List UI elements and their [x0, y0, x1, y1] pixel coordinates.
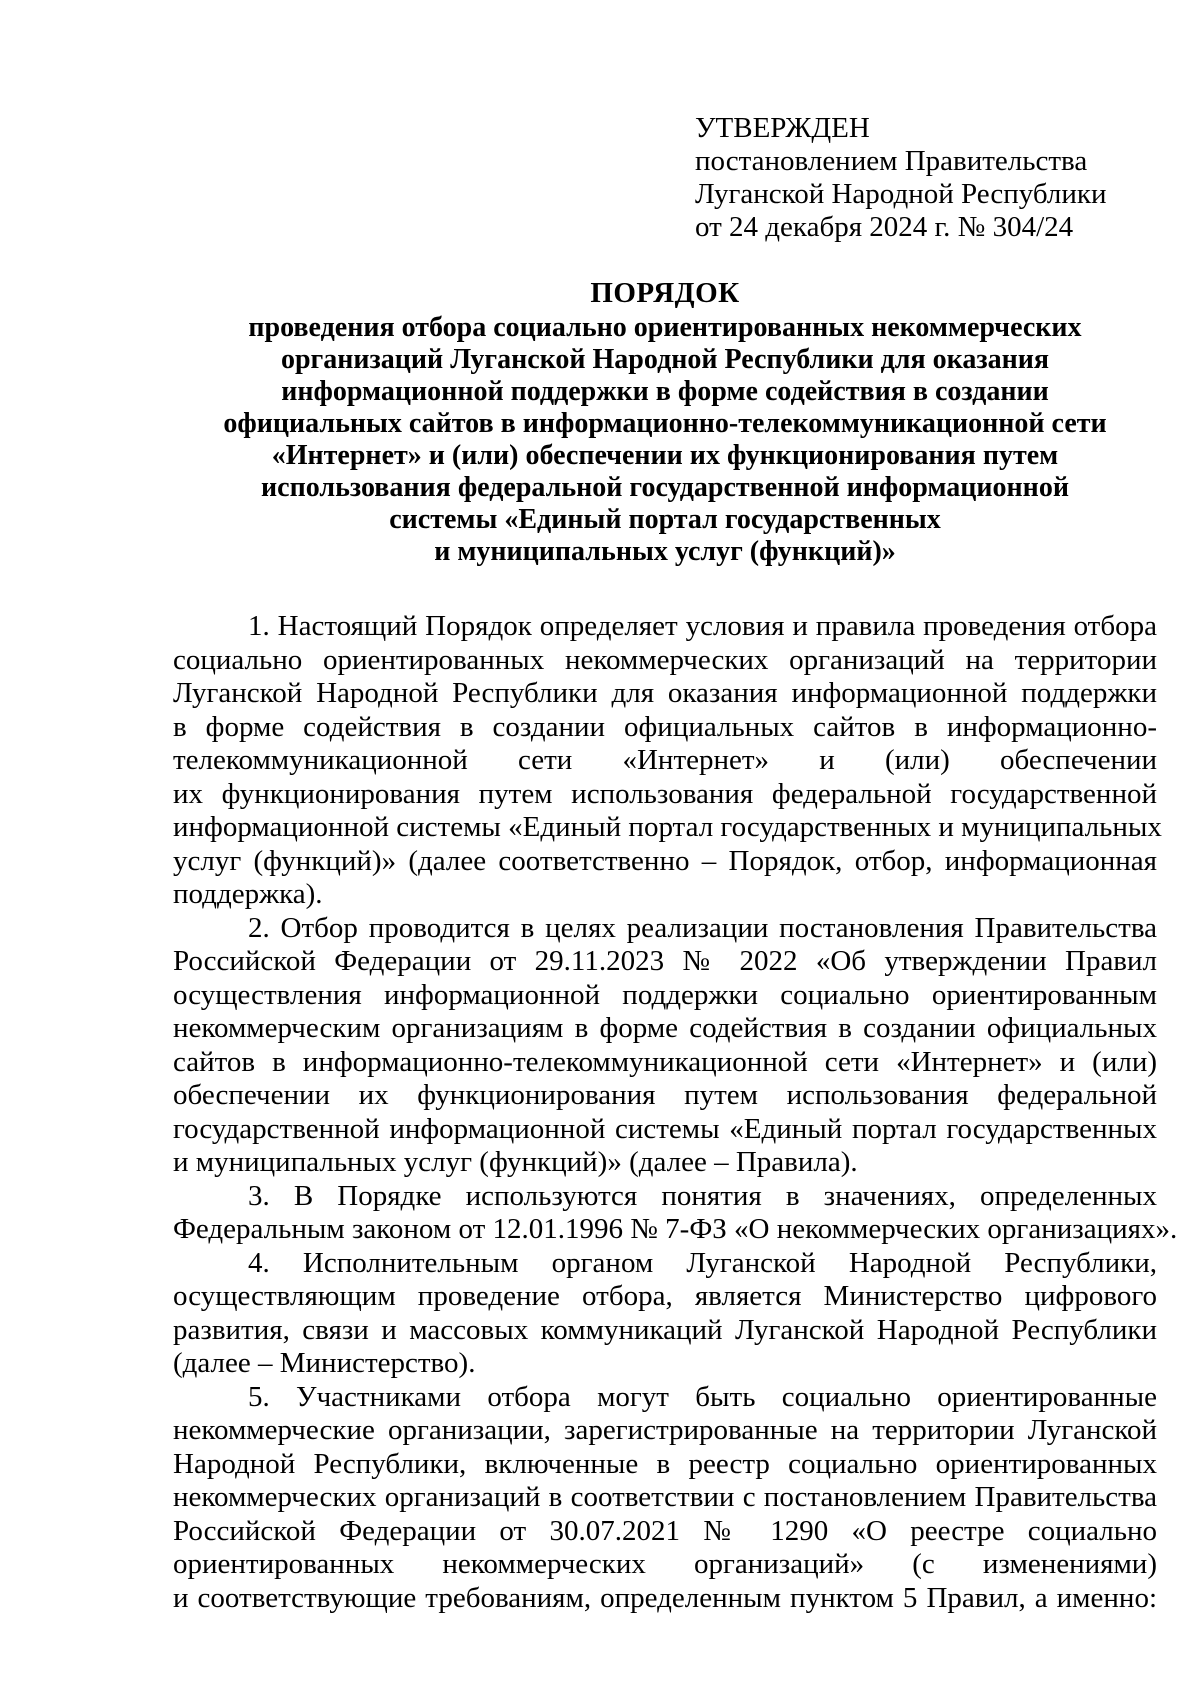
paragraph-line: телекоммуникационной сети «Интернет» и (или) обеспечении — [173, 744, 1157, 776]
document-title-line: системы «Единый портал государственных — [389, 504, 941, 535]
paragraph-line: развития, связи и массовых коммуникаций Луганской Народной Республики — [173, 1313, 1157, 1346]
document-title-line: проведения отбора социально ориентированных некоммерческих — [248, 312, 1082, 343]
paragraph-line: Народной Республики, включенные в реестр социально ориентированных — [173, 1447, 1157, 1480]
paragraph-line: и муниципальных услуг (функций)» (далее – Правила). — [173, 1146, 858, 1178]
paragraph-line: их функционирования путем использования федеральной государственной — [173, 777, 1157, 810]
document-title-line: официальных сайтов в информационно-телекоммуникационной сети — [223, 408, 1107, 439]
approval-authority: постановлением Правительства — [695, 145, 1088, 177]
paragraph-line: некоммерческим организациям в форме содействия в создании официальных — [173, 1012, 1157, 1044]
document-title-line: и муниципальных услуг (функций)» — [434, 536, 896, 567]
paragraph-line: в форме содействия в создании официальных сайтов в информационно- — [173, 710, 1157, 743]
paragraph-line: информационной системы «Единый портал государственных и муниципальных — [173, 811, 1162, 843]
paragraph-line: социально ориентированных некоммерческих организаций на территории — [173, 643, 1157, 676]
paragraph-line: 1. Настоящий Порядок определяет условия и правила проведения отбора — [248, 610, 1157, 642]
paragraph-line: 2. Отбор проводится в целях реализации постановления Правительства — [248, 911, 1157, 944]
paragraph-line: некоммерческих организаций в соответствии с постановлением Правительства — [173, 1481, 1157, 1513]
paragraph-line: сайтов в информационно-телекоммуникационной сети «Интернет» и (или) — [173, 1045, 1157, 1078]
document-title-block — [140, 277, 1190, 568]
paragraph-line: и соответствующие требованиям, определенным пунктом 5 Правил, а именно: — [173, 1581, 1157, 1614]
paragraph-line: Луганской Народной Республики для оказания информационной поддержки — [173, 677, 1157, 709]
approval-status: УТВЕРЖДЕН — [695, 112, 870, 144]
document-title-line: информационной поддержки в форме содействия в создании — [281, 376, 1049, 407]
paragraph-1 — [173, 610, 1162, 912]
paragraph-line: (далее – Министерство). — [173, 1347, 476, 1379]
paragraph-line: ориентированных некоммерческих организаций» (с изменениями) — [173, 1548, 1157, 1580]
document-title-line: организаций Луганской Народной Республики для оказания — [280, 344, 1050, 375]
paragraph-line: некоммерческие организации, зарегистрированные на территории Луганской — [173, 1414, 1157, 1446]
paragraph-5 — [173, 1381, 1157, 1616]
paragraph-line: государственной информационной системы «Единый портал государственных — [173, 1112, 1157, 1145]
document-body — [173, 610, 1178, 1615]
paragraph-line: поддержка). — [173, 878, 323, 910]
paragraph-line: 5. Участниками отбора могут быть социально ориентированные — [248, 1380, 1157, 1413]
paragraph-line: услуг (функций)» (далее соответственно – Порядок, отбор, информационная — [173, 844, 1157, 877]
paragraph-3 — [173, 1179, 1178, 1247]
approval-authority-region: Луганской Народной Республики — [695, 178, 1107, 210]
paragraph-line: Российской Федерации от 30.07.2021 № 1290 «О реестре социально — [173, 1514, 1157, 1547]
paragraph-line: Федеральным законом от 12.01.1996 № 7-ФЗ «О некоммерческих организациях». — [173, 1213, 1178, 1245]
paragraph-line: 4. Исполнительным органом Луганской Народной Республики, — [248, 1246, 1157, 1279]
paragraph-line: осуществления информационной поддержки социально ориентированным — [173, 978, 1157, 1011]
approval-date-number: от 24 декабря 2024 г. № 304/24 — [695, 211, 1074, 243]
approval-stamp-block — [695, 112, 1175, 244]
paragraph-4 — [173, 1247, 1157, 1381]
document-title-line: «Интернет» и (или) обеспечении их функционирования путем — [271, 440, 1059, 471]
paragraph-line: осуществляющим проведение отбора, является Министерство цифрового — [173, 1280, 1157, 1312]
paragraph-line: Российской Федерации от 29.11.2023 № 2022 «Об утверждении Правил — [173, 945, 1157, 977]
paragraph-2 — [173, 912, 1157, 1180]
paragraph-line: 3. В Порядке используются понятия в значениях, определенных — [248, 1179, 1157, 1212]
paragraph-line: обеспечении их функционирования путем использования федеральной — [173, 1079, 1157, 1111]
document-title-line: использования федеральной государственной информационной — [261, 472, 1069, 503]
document-type-heading: ПОРЯДОК — [590, 277, 740, 309]
